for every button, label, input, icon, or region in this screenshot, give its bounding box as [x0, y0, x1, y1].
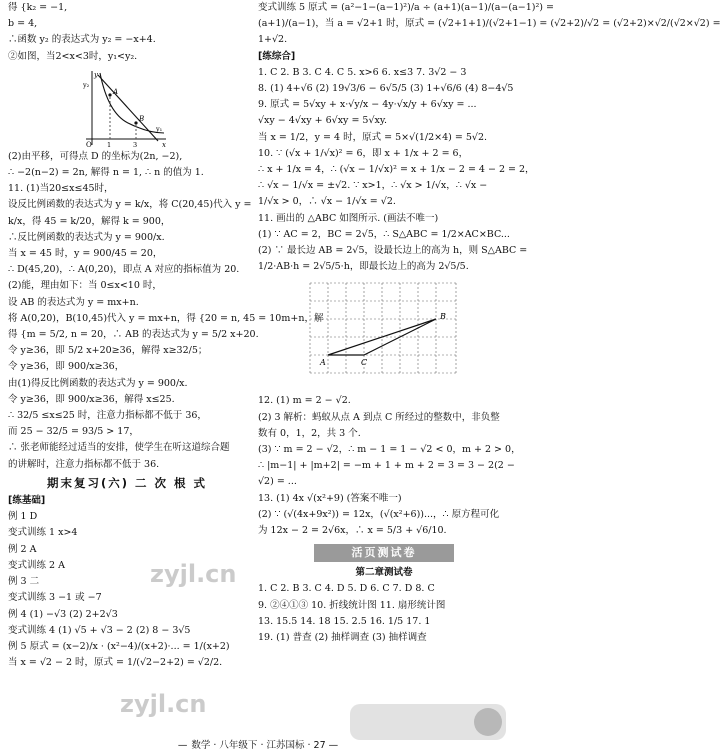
vertex-a-label: A [320, 358, 326, 368]
text-line: 1/2·AB·h = 2√5/5·h，即最长边上的高为 2√5/5. [258, 261, 469, 273]
section-banner: 活页测试卷 [314, 544, 454, 562]
answer-line: 例 5 原式 = (x−2)/x · (x²−4)/(x+2)·... = 1/(x+2) [8, 640, 230, 652]
page-footer [0, 737, 517, 751]
text-line: ∴函数 y₂ 的表达式为 y₂ = −x+4. [8, 34, 156, 46]
text-line: (2) ∵ 最长边 AB = 2√5，设最长边上的高为 h，则 S△ABC = [258, 245, 528, 257]
text-line: ∴ √x − 1/√x = ±√2. ∵ x>1，∴ √x > 1/√x，∴ √x − [258, 180, 488, 192]
text-line: √xy − 4√xy + 6√xy = 5√xy. [258, 115, 388, 127]
curve-label: y₁ [156, 124, 163, 133]
answer-line: 例 4 (1) −√3 (2) 2+2√3 [8, 608, 118, 620]
answer-line: 例 2 A [8, 543, 37, 555]
answer-line: 变式训练 2 A [8, 559, 65, 571]
text-line: ∴ 张老师能经过适当的安排，使学生在听这道综合题 [8, 442, 230, 454]
tick-label: 1 [107, 140, 112, 149]
text-line: (2) 3 解析：蚂蚁从点 A 到点 C 所经过的整数中，非负整 [258, 411, 500, 423]
text-line: 令 y≥36，即 5/2 x+20≥36，解得 x≥32/5； [8, 345, 208, 357]
text-line: k/x，得 45 = k/20，解得 k = 900， [8, 215, 171, 227]
test-heading: 第二章测试卷 [355, 567, 413, 579]
text-line: 得 {k₂ = −1, [8, 2, 68, 13]
text-line: √2) = ... [258, 476, 297, 488]
text-line: ∴反比例函数的表达式为 y = 900/x. [8, 231, 165, 243]
text-line: 1. C 2. B 3. C 4. C 5. x>6 6. x≤3 7. 3√2 − 3 [258, 66, 467, 78]
text-line: 8. (1) 4+√6 (2) 19√3/6 − 6√5/5 (3) 1+√6/6 (4) 8−4√5 [258, 83, 514, 95]
text-line: 9. 原式 = 5√xy + x·√y/x − 4y·√x/y + 6√xy = ... [258, 99, 477, 111]
text-line: 13. (1) 4x √(x²+9) (答案不唯一) [258, 492, 402, 504]
text-line: 而 25 − 32/5 = 93/5 > 17， [8, 426, 139, 438]
text-line: (2)由平移，可得点 D 的坐标为(2n, −2), [8, 150, 183, 162]
point-b [134, 121, 137, 124]
footer-dash: — [328, 740, 340, 751]
text-line: 令 y≥36，即 900/x≥36， [8, 361, 125, 373]
text-line: ②如图，当2<x<3时，y₁<y₂. [8, 50, 138, 62]
text-line: 得 {m = 5/2, n = 20，∴ AB 的表达式为 y = 5/2 x+20. [8, 329, 259, 341]
text-line: 变式训练 5 原式 = (a²−1−(a−1)²)/a ÷ (a+1)(a−1)/(a−(a−1)²) = [258, 2, 554, 13]
text-line: 1+√2. [258, 34, 288, 46]
answer-line: 9. ②④①③ 10. 折线统计图 11. 扇形统计图 [258, 599, 446, 611]
text-line: 为 12x − 2 = 2√6x，∴ x = 5/3 + √6/10. [258, 525, 447, 537]
answer-line: 变式训练 3 −1 或 −7 [8, 592, 102, 604]
point-a-label: A [113, 87, 119, 96]
line-y2 [98, 75, 158, 141]
text-line: ∴ |m−1| + |m+2| = −m + 1 + m + 2 = 3 = 3 − 2(2 − [258, 460, 515, 472]
text-line: 设 AB 的表达式为 y = mx+n. [8, 296, 139, 308]
watermark-text: zyjl.cn [150, 560, 237, 588]
text-line: 数有 0，1，2，共 3 个. [258, 427, 361, 439]
answer-line: 变式训练 1 x>4 [8, 527, 78, 539]
answer-line: 例 1 D [8, 511, 38, 523]
text-line: 12. (1) m = 2 − √2. [258, 395, 351, 407]
x-axis-label: x [162, 140, 166, 149]
section-heading: [练基础] [8, 495, 46, 507]
section-heading: [练综合] [258, 50, 296, 62]
tick-label: 3 [133, 140, 138, 149]
text-line: ∴ 32/5 ≤x≤25 时，注意力指标都不低于 36， [8, 410, 207, 422]
answer-line: 当 x = √2 − 2 时，原式 = 1/(√2−2+2) = √2/2. [8, 657, 223, 669]
answer-line: 19. (1) 普查 (2) 抽样调查 (3) 抽样调查 [258, 632, 427, 644]
chapter-title: 期末复习(六) 二 次 根 式 [46, 475, 208, 490]
text-line: (2) ∵ (√(4x+9x²)) = 12x，(√(x²+6))...，∴ 原方程可化 [258, 508, 500, 520]
function-graph [78, 67, 170, 147]
watermark-text: zyjl.cn [120, 690, 207, 718]
text-line: 当 x = 1/2，y = 4 时，原式 = 5×√(1/2×4) = 5√2. [258, 131, 488, 143]
text-line: 当 x = 45 时，y = 900/45 = 20， [8, 248, 163, 260]
text-line: 的讲解时，注意力指标都不低于 36. [8, 458, 160, 470]
text-line: 将 A(0,20)，B(10,45)代入 y = mx+n，得 {20 = n, 45 = 10m+n，解 [8, 312, 324, 324]
origin-label: O [86, 140, 92, 149]
point-b-label: B [139, 114, 145, 123]
answer-line: 变式训练 4 (1) √5 + √3 − 2 (2) 8 − 3√5 [8, 624, 191, 636]
footer-dash: — [177, 740, 189, 751]
text-line: (3) ∵ m = 2 − √2，∴ m − 1 = 1 − √2 < 0，m + 2 > 0， [258, 444, 521, 456]
triangle-grid-figure [306, 279, 462, 389]
text-line: (1) ∵ AC = 2，BC = 2√5，∴ S△ABC = 1/2×AC×BC... [258, 228, 510, 240]
text-line: 11. (1)当20≤x≤45时， [8, 183, 114, 195]
text-line: ∴ D(45,20)，∴ A(0,20)，即点 A 对应的指标值为 20. [8, 264, 240, 276]
text-line: ∴ −2(n−2) = 2n, 解得 n = 1, ∴ n 的值为 1. [8, 167, 204, 179]
vertex-c-label: C [361, 358, 368, 368]
answer-line: 例 3 二 [8, 576, 40, 588]
text-line: 11. 画出的 △ABC 如图所示. (画法不唯一) [258, 212, 439, 224]
answer-line: 13. 15.5 14. 18 15. 2.5 16. 1/5 17. 1 [258, 615, 431, 627]
footer-text: 数学 · 八年级下 · 江苏国标 · 27 [191, 740, 326, 751]
text-line: b = 4, [8, 18, 38, 30]
answer-line: 1. C 2. B 3. C 4. D 5. D 6. C 7. D 8. C [258, 583, 435, 595]
vertex-b-label: B [440, 312, 446, 322]
y-axis-label: y [94, 70, 98, 79]
text-line: ∴ x + 1/x = 4，∴ (√x − 1/√x)² = x + 1/x − 2 = 4 − 2 = 2， [258, 164, 535, 176]
text-line: (2)能，理由如下：当 0≤x<10 时， [8, 280, 162, 292]
point-a [108, 93, 111, 96]
curve-label: y₂ [83, 80, 90, 89]
text-line: 由(1)得反比例函数的表达式为 y = 900/x. [8, 377, 188, 389]
text-line: 令 y≥36，即 900/x≥36，解得 x≤25. [8, 393, 175, 405]
text-line: 10. ∵ (√x + 1/√x)² = 6，即 x + 1/x + 2 = 6， [258, 147, 469, 159]
right-column [258, 0, 721, 646]
text-line: 设反比例函数的表达式为 y = k/x，将 C(20,45)代入 y = [8, 199, 252, 211]
text-line: (a+1)/(a−1)，当 a = √2+1 时，原式 = (√2+1+1)/(√2+1−1) = (√2+2)/√2 = (√2+2)×√2/(√2×√2) = [258, 18, 721, 30]
grid-lines [310, 283, 456, 373]
text-line: 1/√x > 0，∴ √x − 1/√x = √2. [258, 196, 396, 208]
